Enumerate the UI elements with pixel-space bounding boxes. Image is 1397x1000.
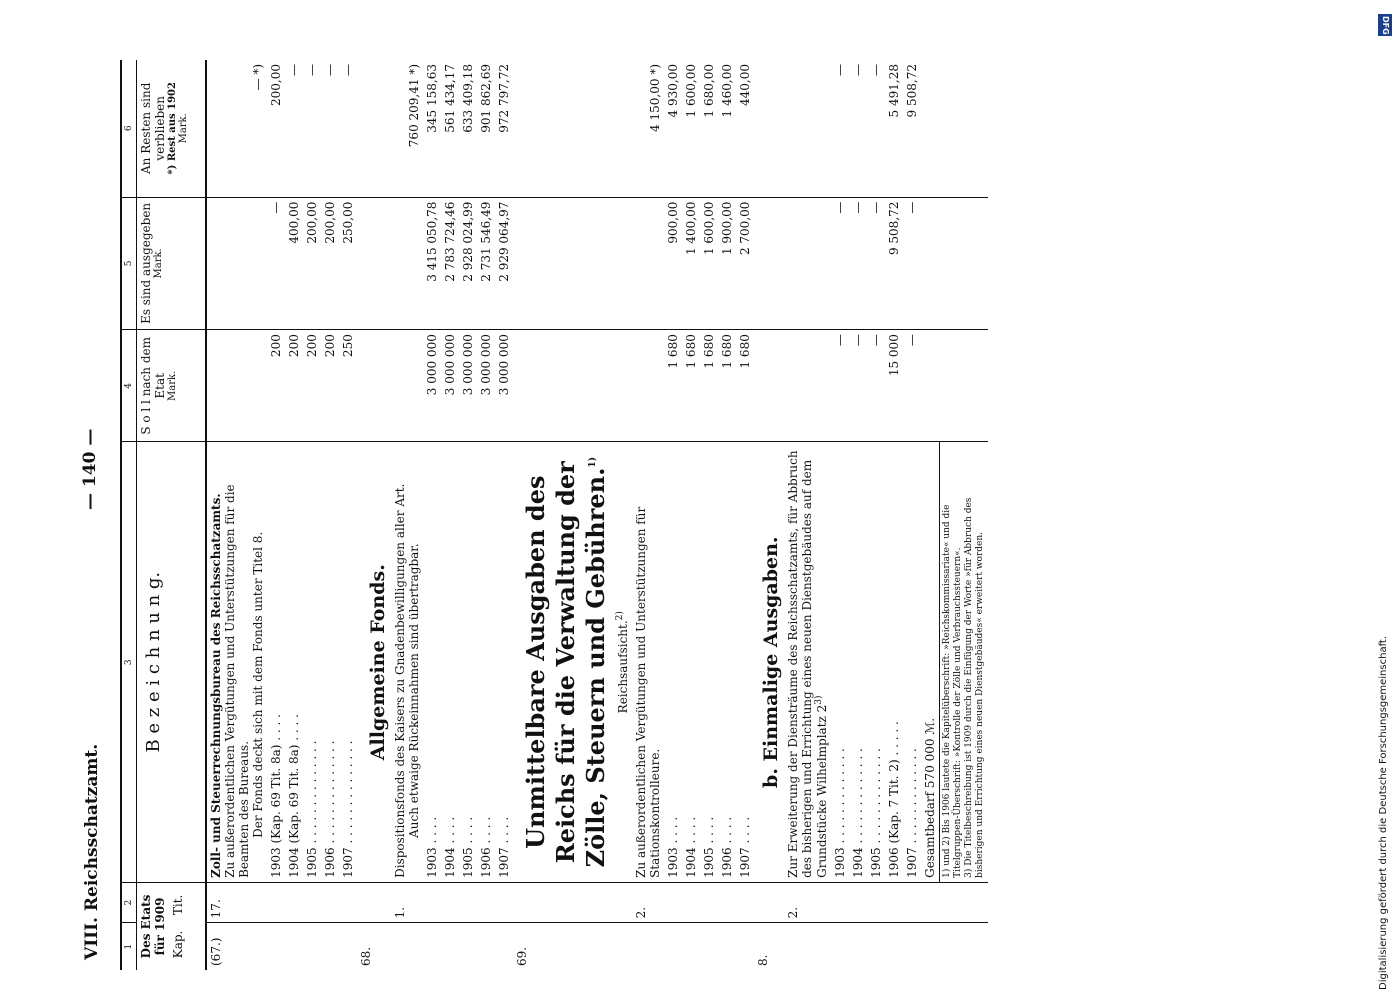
budget-table — [120, 60, 988, 970]
kap-67: (67.) — [209, 937, 223, 966]
row-label: 1904 . . . . — [441, 442, 459, 882]
row-ausgegeben: — — [867, 197, 885, 330]
zoll-desc — [206, 442, 267, 882]
row-rest: 1 680,00 — [700, 60, 718, 197]
table-row — [736, 60, 754, 970]
tit-1: 1. — [391, 882, 423, 922]
dfg-logo: DFG — [1378, 14, 1392, 36]
unm-sup: 1) — [588, 457, 598, 468]
colnum-3: 3 — [121, 442, 137, 882]
page-number: — 140 — — [80, 428, 100, 510]
row-ausgegeben: 1 400,00 — [682, 197, 700, 330]
reichsaufsicht-cell — [613, 442, 632, 882]
row-label: 1906 . . . . — [477, 442, 495, 882]
row-rest: 9 508,72 — [903, 60, 921, 197]
row-soll: 1 680 — [682, 330, 700, 442]
row-soll: 1 680 — [664, 330, 682, 442]
allg-rows — [423, 60, 513, 970]
row-rest: — — [285, 60, 303, 197]
page-header — [70, 60, 110, 970]
column-header-row — [137, 60, 207, 970]
tit-label: Tit. — [171, 894, 185, 916]
row-ausgegeben: 2 700,00 — [736, 197, 754, 330]
table-row — [903, 60, 921, 970]
row-rest: 200,00 — [267, 60, 285, 197]
ausgegeben-unit: Mark. — [153, 248, 164, 279]
row-ausgegeben: 1 600,00 — [700, 197, 718, 330]
unm-title: Unmittelbare Ausgaben des Reichs für die Verwaltung der Zölle, Steuern und Gebühren. — [521, 461, 610, 868]
soll-unit: Mark. — [167, 370, 178, 401]
table-row — [664, 60, 682, 970]
reste-unit: Mark. — [178, 113, 189, 144]
row-label: 1906 . . . . — [718, 442, 736, 882]
table-row — [441, 60, 459, 970]
table-row — [718, 60, 736, 970]
reste-label: An Resten sind verblieben — [139, 82, 167, 174]
erw-text-row — [784, 60, 831, 970]
row-soll: 1 680 — [718, 330, 736, 442]
reste-note: *) Rest aus 1902 — [167, 82, 178, 175]
row-label: 1903 . . . . . . . . . . . . . — [831, 442, 849, 882]
row-ausgegeben: 2 929 064,97 — [495, 197, 513, 330]
row-label: 1904 (Kap. 69 Tit. 8a) . . . . — [285, 442, 303, 882]
unm-title-cell — [513, 442, 613, 882]
column-number-row — [121, 60, 137, 970]
rotated-table-page — [70, 60, 1310, 970]
table-row — [682, 60, 700, 970]
tit-17: 17. — [206, 882, 267, 922]
row-rest: 633 409,18 — [459, 60, 477, 197]
reichsaufsicht-row — [613, 60, 632, 970]
row-soll: 3 000 000 — [441, 330, 459, 442]
row-soll: 200 — [267, 330, 285, 442]
row-rest: — — [321, 60, 339, 197]
row-soll: 250 — [339, 330, 357, 442]
einm-title: b. Einmalige Ausgaben. — [754, 442, 784, 882]
row-soll: — — [903, 330, 921, 442]
row-label: 1907 . . . . . . . . . . . . . . — [339, 442, 357, 882]
row-soll: — — [849, 330, 867, 442]
footnote-1: 1) und 2) Bis 1906 lautete die Kapitelüberschrift: »Reichskommissariate« und die Titelgruppen-Überschrift: »Kontrolle der Zölle und Verbrauchssteuern«. — [942, 504, 963, 878]
gesamt: Gesamtbedarf 570 000 ℳ. — [921, 442, 940, 882]
row-label: 1905 . . . . . . . . . . . . . — [867, 442, 885, 882]
zoll-note: Der Fonds deckt sich mit dem Fonds unter Titel 8. — [251, 531, 265, 838]
row-rest: 1 460,00 — [718, 60, 736, 197]
section-title: VIII. Reichsschatzamt. — [82, 743, 102, 960]
row-rest: 345 158,63 — [423, 60, 441, 197]
table-row — [339, 60, 357, 970]
soll-label: S o l l nach dem Etat — [139, 336, 167, 435]
row-soll: 200 — [303, 330, 321, 442]
unm-title-row — [513, 60, 613, 970]
row-rest: 4 930,00 — [664, 60, 682, 197]
kap-8: 8. — [756, 954, 770, 966]
row-ausgegeben: 2 928 024,99 — [459, 197, 477, 330]
row-rest: 561 434,17 — [441, 60, 459, 197]
reichsaufsicht: Reichsaufsicht. — [616, 620, 630, 714]
row-soll: 15 000 — [885, 330, 903, 442]
kap-69: 69. — [515, 946, 529, 966]
row-ausgegeben: 400,00 — [285, 197, 303, 330]
row-label: 1906 (Kap. 7 Tit. 2) . . . . . — [885, 442, 903, 882]
zoll-title-row — [206, 60, 267, 970]
etat-header — [137, 882, 207, 970]
table-row — [885, 60, 903, 970]
reste-header — [137, 60, 207, 197]
colnum-5: 5 — [121, 197, 137, 330]
row-label: 1905 . . . . — [459, 442, 477, 882]
table-row — [849, 60, 867, 970]
table-row — [267, 60, 285, 970]
row-ausgegeben: 2 783 724,46 — [441, 197, 459, 330]
row-ausgegeben: — — [849, 197, 867, 330]
gesamt-row — [921, 60, 940, 970]
stat-rows — [664, 60, 754, 970]
reichsaufsicht-sup: 2) — [615, 611, 625, 621]
row-label: 1907 . . . . — [736, 442, 754, 882]
row-ausgegeben: — — [903, 197, 921, 330]
erw-sup: 3) — [814, 695, 824, 705]
colnum-1: 1 — [121, 923, 137, 970]
dfg-credit: Digitalisierung gefördert durch die Deutsche Forschungsgemeinschaft. — [1378, 635, 1389, 990]
row-rest: — — [831, 60, 849, 197]
row-rest: 440,00 — [736, 60, 754, 197]
erw-text: Zur Erweiterung der Diensträume des Reichsschatzamts, für Abbruch des bisherigen und Errichtung eines neuen Dienstgebäudes auf dem Grundstücke Wilhelmplatz 2 — [786, 450, 829, 878]
row-label: 1905 . . . . — [700, 442, 718, 882]
row-ausgegeben: 900,00 — [664, 197, 682, 330]
row-label: 1904 . . . . — [682, 442, 700, 882]
tit-2: 2. — [632, 882, 664, 922]
colnum-2: 2 — [121, 882, 137, 922]
row-soll: — — [831, 330, 849, 442]
table-row — [321, 60, 339, 970]
row-label: 1905 . . . . . . . . . . . . . . — [303, 442, 321, 882]
zoll-text: Zu außerordentlichen Vergütungen und Unterstützungen für die Beamten des Bureaus. — [223, 484, 251, 878]
table-row — [477, 60, 495, 970]
table-row — [285, 60, 303, 970]
row-ausgegeben: — — [831, 197, 849, 330]
allg-text: Dispositionsfonds des Kaisers zu Gnadenbewilligungen aller Art. — [393, 483, 407, 878]
row-rest: — — [849, 60, 867, 197]
row-rest: 972 797,72 — [495, 60, 513, 197]
colnum-4: 4 — [121, 330, 137, 442]
row-soll: 3 000 000 — [423, 330, 441, 442]
row-label: 1907 . . . . — [495, 442, 513, 882]
erw-cell — [784, 442, 831, 882]
row-ausgegeben: — — [267, 197, 285, 330]
stat-text-row — [632, 60, 664, 970]
allg-title-row — [357, 60, 391, 970]
table-row — [831, 60, 849, 970]
allg-text-row — [391, 60, 423, 970]
row-label: 1906 . . . . . . . . . . . . . . — [321, 442, 339, 882]
row-label: 1903 (Kap. 69 Tit. 8a) . . . . — [267, 442, 285, 882]
allg-desc — [391, 442, 423, 882]
stat-rest-1902: 4 150,00 *) — [632, 60, 664, 197]
row-soll: — — [867, 330, 885, 442]
row-label: 1903 . . . . — [423, 442, 441, 882]
stat-text: Zu außerordentlichen Vergütungen und Unterstützungen für Stationskontrolleure. — [632, 442, 664, 882]
row-rest: 901 862,69 — [477, 60, 495, 197]
row-rest: — — [303, 60, 321, 197]
footnote-row — [940, 60, 989, 970]
row-ausgegeben: 3 415 050,78 — [423, 197, 441, 330]
row-ausgegeben: 9 508,72 — [885, 197, 903, 330]
allg-title: Allgemeine Fonds. — [357, 442, 391, 882]
row-soll: 1 680 — [736, 330, 754, 442]
row-soll: 200 — [321, 330, 339, 442]
soll-header — [137, 330, 207, 442]
zoll-rows — [267, 60, 357, 970]
row-soll: 3 000 000 — [477, 330, 495, 442]
erw-rows — [831, 60, 921, 970]
row-ausgegeben: 2 731 546,49 — [477, 197, 495, 330]
zoll-title: Zoll- und Steuerrechnungsbureau des Reichsschatzamts. — [209, 493, 223, 878]
allg-note: Auch etwaige Rückeinnahmen sind übertragbar. — [407, 543, 421, 838]
table-row — [495, 60, 513, 970]
table-row — [423, 60, 441, 970]
kap-label: Kap. — [171, 930, 185, 959]
row-label: 1903 . . . . — [664, 442, 682, 882]
row-soll: 200 — [285, 330, 303, 442]
ausgegeben-label: Es sind ausgegeben — [139, 202, 153, 324]
table-row — [303, 60, 321, 970]
tit-2b: 2. — [784, 882, 831, 922]
footnote-3: 3) Die Titelbeschreibung ist 1909 durch die Einfügung der Worte »für Abbruch des bisherigen und Errichtung eines neuen Dienstgebäudes« erweitert worden. — [964, 497, 985, 878]
table-row — [459, 60, 477, 970]
footnotes — [940, 442, 989, 882]
zoll-rest-1902: — *) — [206, 60, 267, 197]
row-rest: 1 600,00 — [682, 60, 700, 197]
row-rest: — — [339, 60, 357, 197]
row-soll: 3 000 000 — [495, 330, 513, 442]
row-ausgegeben: 250,00 — [339, 197, 357, 330]
row-rest: 5 491,28 — [885, 60, 903, 197]
row-label: 1904 . . . . . . . . . . . . . — [849, 442, 867, 882]
ausgegeben-header — [137, 197, 207, 330]
table-row — [867, 60, 885, 970]
row-soll: 1 680 — [700, 330, 718, 442]
row-soll: 3 000 000 — [459, 330, 477, 442]
kap-68: 68. — [359, 946, 373, 966]
row-rest: — — [867, 60, 885, 197]
row-label: 1907 . . . . . . . . . . . . . — [903, 442, 921, 882]
row-ausgegeben: 200,00 — [321, 197, 339, 330]
allg-rest-1902: 760 209,41 *) — [391, 60, 423, 197]
bezeichnung-header: B e z e i c h n u n g. — [137, 442, 207, 882]
etat-label: Des Etats für 1909 — [139, 894, 167, 959]
table-row — [700, 60, 718, 970]
colnum-6: 6 — [121, 60, 137, 197]
einm-title-row — [754, 60, 784, 970]
row-ausgegeben: 1 900,00 — [718, 197, 736, 330]
row-ausgegeben: 200,00 — [303, 197, 321, 330]
